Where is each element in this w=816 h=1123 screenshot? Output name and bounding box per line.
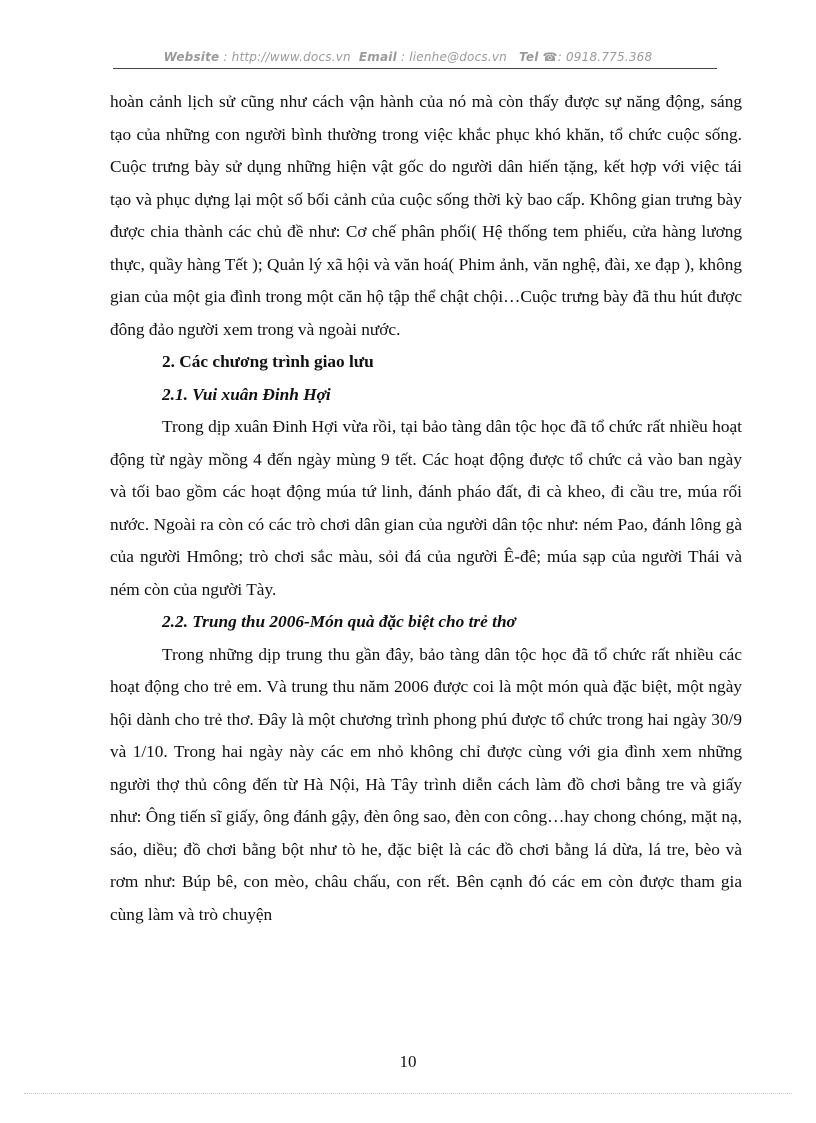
footer-divider xyxy=(24,1093,792,1094)
paragraph-trung-thu-text: Trong những dịp trung thu gần đây, bảo tàng dân tộc học đã tổ chức rất nhiều các hoạt động cho trẻ em. Và trung thu năm 2006 được coi là một món quà đặc biệt, một ngày hội dành cho trẻ thơ. Đây là một chương trình phong phú được tổ chức trong hai ngày 30/9 và 1/10. Trong hai ngày này các em nhỏ không chỉ được cùng với gia đình xem những người thợ thủ công đến từ Hà Nội, Hà Tây trình diễn cách làm đồ chơi bằng tre và giấy như: Ông tiến sĩ giấy, ông đánh gậy, đèn ông sao, đèn con công…hay chong chóng, mặt nạ, sáo, diều; đồ chơi bằng bột như tò he, đặc biệt là các đồ chơi bằng lá dừa, lá tre, bèo và rơm như: Búp bê, con mèo, châu chấu, con rết. Bên cạnh đó các em còn được tham gia cùng làm và trò chuyện xyxy=(110,644,742,924)
paragraph-trung-thu xyxy=(110,639,742,932)
website-label: Website xyxy=(163,50,220,64)
email-label: Email xyxy=(358,50,397,64)
section-heading-2: 2. Các chương trình giao lưu xyxy=(162,352,374,371)
subsection-heading-2-2: 2.2. Trung thu 2006-Món quà đặc biệt cho trẻ thơ xyxy=(162,612,516,631)
paragraph-vui-xuan xyxy=(110,411,742,606)
paragraph-vui-xuan-text: Trong dịp xuân Đinh Hợi vừa rồi, tại bảo tàng dân tộc học đã tổ chức rất nhiều hoạt động từ ngày mồng 4 đến ngày mùng 9 tết. Các hoạt động được tổ chức cả vào ban ngày và tối bao gồm các hoạt động múa tứ linh, đánh pháo đất, đi cà kheo, đi cầu tre, múa rối nước. Ngoài ra còn có các trò chơi dân gian của người dân tộc như: ném Pao, đánh lông gà của người Hmông; trò chơi sắc màu, sỏi đá của người Ê-đê; múa sạp của người Thái và ném còn của người Tày. xyxy=(110,417,742,599)
tel-value: : 0918.775.368 xyxy=(557,50,653,64)
subsection-heading-2-1: 2.1. Vui xuân Đinh Hợi xyxy=(162,384,331,404)
header-divider xyxy=(113,68,717,69)
page-header xyxy=(0,50,816,64)
tel-label: Tel xyxy=(519,50,539,64)
paragraph-continued: hoàn cảnh lịch sử cũng như cách vận hành của nó mà còn thấy được sự năng động, sáng tạo của những con người bình thường trong việc khắc phục khó khăn, tổ chức cuộc sống. Cuộc trưng bày sử dụng những hiện vật gốc do người dân hiến tặng, kết hợp với việc tái tạo và phục dựng lại một số bối cảnh của cuộc sống thời kỳ bao cấp. Không gian trưng bày được chia thành các chủ đề như: Cơ chế phân phối( Hệ thống tem phiếu, cửa hàng lương thực, quầy hàng Tết ); Quản lý xã hội và văn hoá( Phim ảnh, văn nghệ, đài, xe đạp ), không gian của một gia đình trong một căn hộ tập thể chật chội…Cuộc trưng bày đã thu hút được đông đảo người xem trong và ngoài nước. xyxy=(110,92,742,339)
website-value: : http://www.docs.vn xyxy=(223,50,351,64)
email-value: : lienhe@docs.vn xyxy=(400,50,507,64)
phone-icon: ☎ xyxy=(542,50,558,64)
page-number: 10 xyxy=(399,1052,417,1071)
document-body xyxy=(110,86,742,931)
